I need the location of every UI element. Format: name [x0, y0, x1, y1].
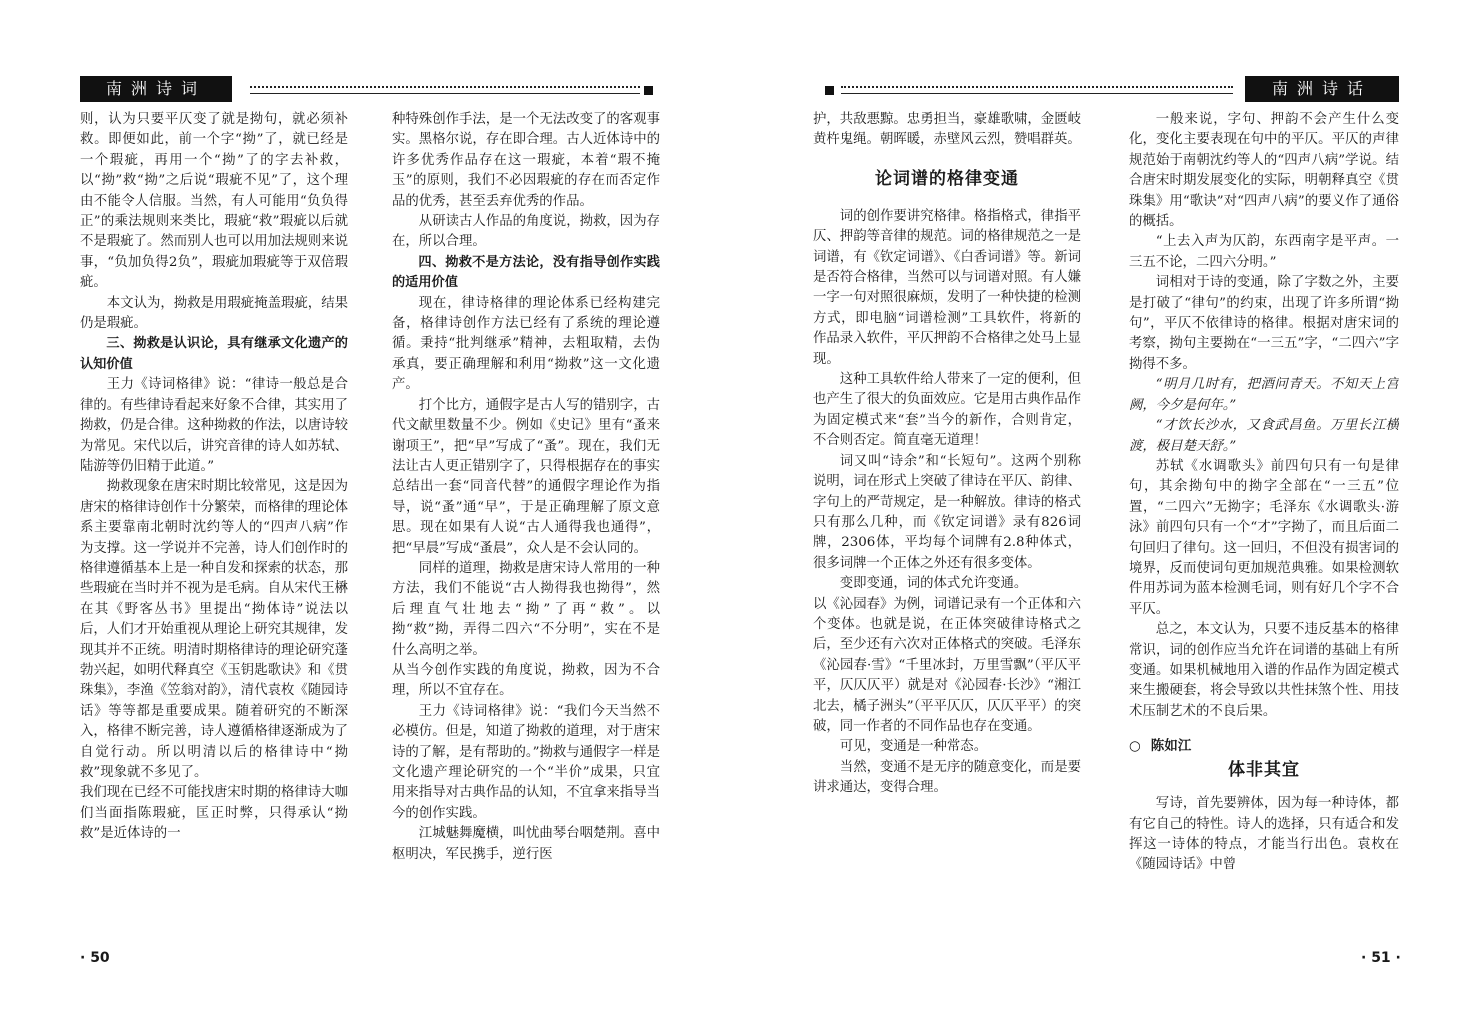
header-solid-rule	[250, 93, 640, 94]
author-line	[1129, 736, 1399, 756]
paragraph: 以《沁园春》为例，词谱记录有一个正体和六个变体。也就是说，在正体突破律诗格式之后，至少还有六次对正体格式的突破。毛泽东《沁园春·雪》“千里冰封，万里雪飘”（平仄平平，仄仄仄平）就是对《沁园春·长沙》“湘江北去，橘子洲头”（平平仄仄，仄仄平平）的突破，同一作者的不同作品也存在变通。	[813, 596, 1081, 734]
paragraph: 可见，变通是一种常态。	[839, 739, 988, 755]
article-title: 体非其宜	[1228, 760, 1300, 781]
section-heading: 四、拗救不是方法论，没有指导创作实践的适用价值	[392, 254, 660, 291]
quoted-verse: “才饮长沙水，又食武昌鱼。万里长江横渡，极目楚天舒。”	[1129, 418, 1399, 454]
paragraph: 现在，律诗格律的理论体系已经构建完备，格律诗创作方法已经有了系统的理论遵循。秉持“批判继承”精神，去粗取精，去伪承真，要正确理解和利用“拗救”这一文化遗产。	[392, 295, 660, 393]
paragraph: 我们现在已经不可能找唐宋时期的格律诗大咖们当面指陈瑕疵，匡正时弊，只得承认“拗救”是近体诗的一	[80, 785, 348, 842]
paragraph: 打个比方，通假字是古人写的错别字，古代文献里数量不少。例如《史记》里有“蚤来谢项王”，把“早”写成了“蚤”。现在，我们无法让古人更正错别字了，只得根据存在的事实总结出一套“同音代替”的通假字理论作为指导，说“蚤”通“早”，于是正确理解了原文意思。现在如果有人说“古人通得我也通得”，把“早晨”写成“蚤晨”，众人是不会认同的。	[392, 397, 660, 556]
paragraph: 从当今创作实践的角度说，拗救，因为不合理，所以不宜存在。	[392, 662, 660, 699]
paragraph: 词相对于诗的变通，除了字数之外，主要是打破了“律句”的约束，出现了许多所谓“拗句”，平仄不依律诗的格律。根据对唐宋词的考察，拗句主要拗在“一三五”字，“二四六”字拗得不多。	[1129, 275, 1399, 372]
section-header-nanzhou-shici: 南洲诗词	[80, 76, 232, 102]
author-name: 陈如江	[1150, 738, 1192, 755]
paragraph: 写诗，首先要辨体，因为每一种诗体，都有它自己的特性。诗人的选择，只有适合和发挥这一诗体的特点，才能当行出色。袁枚在《随园诗话》中曾	[1129, 796, 1399, 873]
paragraph: 同样的道理，拗救是唐宋诗人常用的一种方法，我们不能说“古人拗得我也拗得”，然后理直气壮地去“拗”了再“救”。以拗“救”拗，弄得二四六“不分明”，实在不是什么高明之举。	[392, 560, 660, 658]
text-column-1	[80, 110, 348, 940]
paragraph: 拗救现象在唐宋时期比较常见，这是因为唐宋的格律诗创作十分繁荣，而格律的理论体系主要靠南北朝时沈约等人的“四声八病”作为支撑。这一学说并不完善，诗人们创作时的格律遵循基本上是一种自发和探索的状态，那些瑕疵在当时并不视为是毛病。自从宋代王楙在其《野客丛书》里提出“拗体诗”说法以后，人们才开始重视从理论上研究其规律，发现其并不正统。明清时期格律诗的理论研究蓬勃兴起，如明代释真空《玉钥匙歌诀》和《贯珠集》，李渔《笠翁对韵》，清代袁枚《随园诗话》等等都是重要成果。随着研究的不断深入，格律不断完善，诗人遵循格律逐渐成为了自觉行动。所以明清以后的格律诗中“拗救”现象就不多见了。	[80, 479, 348, 780]
text-column-2	[392, 110, 660, 940]
section-heading: 三、拗救是认识论，具有继承文化遗产的认知价值	[80, 336, 348, 372]
paragraph: 变即变通，词的体式允许变通。	[839, 576, 1028, 592]
header-square-marker	[825, 86, 834, 95]
paragraph: 词的创作要讲究格律。格指格式，律指平仄、押韵等音律的规范。词的格律规范之一是词谱，有《钦定词谱》、《白香词谱》等。新词是否符合格律，当然可以与词谱对照。有人嫌一字一句对照很麻烦，发明了一种快捷的检测方式，即电脑“词谱检测”工具软件，将新的作品录入软件，平仄押韵不合格律之处马上显现。	[813, 208, 1081, 367]
paragraph: 从研读古人作品的角度说，拗救，因为存在，所以合理。	[392, 214, 660, 250]
paragraph: 一般来说，字句、押韵不会产生什么变化，变化主要表现在句中的平仄。平仄的声律规范始于南朝沈约等人的“四声八病”学说。结合唐宋时期发展变化的实际，明朝释真空《贯珠集》用“歌诀”对“四声八病”的要义作了通俗的概括。	[1129, 112, 1399, 230]
paragraph: 当然，变通不是无序的随意变化，而是要讲求通达，变得合理。	[813, 759, 1081, 796]
paragraph: 王力《诗词格律》说：“律诗一般总是合律的。有些律诗看起来好象不合律，其实用了拗救，仍是合律。这种拗救的作法，以唐诗较为常见。宋代以后，讲究音律的诗人如苏轼、陆游等仍旧精于此道。”	[80, 377, 348, 474]
header-solid-rule	[841, 93, 1233, 94]
paragraph: 王力《诗词格律》说：“我们今天当然不必模仿。但是，知道了拗救的道理，对于唐宋诗的了解，是有帮助的。”拗救与通假字一样是文化遗产理论研究的一个“半价”成果，只宜用来指导对古典作品的认知，不宜拿来指导当今的创作实践。	[392, 703, 660, 821]
text-column-4	[1129, 110, 1399, 940]
paragraph: 江城魅舞魔横，叫忧曲琴台咽楚荆。喜中枢明决，军民携手，逆行医	[392, 826, 660, 862]
paragraph: 苏轼《水调歌头》前四句只有一句是律句，其余拗句中的拗字全部在“一三五”位置，“二四六”无拗字；毛泽东《水调歌头·游泳》前四句只有一个“才”字拗了，而且后面二句回归了律句。这一回归，不但没有损害词的境界，反而使词句更加规范典雅。如果检测软件用苏词为蓝本检测毛词，则有好几个字不合平仄。	[1129, 458, 1399, 617]
section-header-nanzhou-shihua: 南洲诗话	[1245, 76, 1399, 102]
right-page	[737, 0, 1474, 1020]
page-number-left: · 50	[80, 950, 110, 966]
paragraph: 则，认为只要平仄变了就是拗句，就必须补救。即便如此，前一个字“拗”了，就已经是一个瑕疵，再用一个“拗”了的字去补救，以“拗”救“拗”之后说“瑕疵不见”了，这个理由不能令人信服。当然，有人可能用“负负得正”的乘法规则来类比，瑕疵“救”瑕疵以后就不是瑕疵了。然而别人也可以用加法规则来说事，“负加负得2负”，瑕疵加瑕疵等于双倍瑕疵。	[80, 112, 348, 291]
page-number-right: · 51 ·	[1361, 950, 1401, 966]
paragraph: “上去入声为仄韵，东西南字是平声。一三五不论，二四六分明。”	[1129, 234, 1399, 270]
paragraph: 种特殊创作手法，是一个无法改变了的客观事实。黑格尔说，存在即合理。古人近体诗中的许多优秀作品存在这一瑕疵，本着“瑕不掩玉”的原则，我们不必因瑕疵的存在而否定作品的优秀，甚至丢弃优秀的作品。	[392, 112, 660, 209]
text-column-3	[813, 110, 1081, 940]
article-title: 论词谱的格律变通	[875, 168, 1019, 189]
paragraph: 本文认为，拗救是用瑕疵掩盖瑕疵，结果仍是瑕疵。	[80, 295, 348, 332]
circle-bullet-icon: ○	[1129, 738, 1141, 755]
quoted-verse: “明月几时有，把酒问青天。不知天上宫阙，今夕是何年。”	[1129, 377, 1399, 413]
header-dotted-rule	[841, 86, 1233, 88]
paragraph: 总之，本文认为，只要不违反基本的格律常识，词的创作应当允许在词谱的基础上有所变通。如果机械地用入谱的作品作为固定模式来生搬硬套，将会导致以共性抹煞个性、用技术压制艺术的不良后果。	[1129, 622, 1399, 719]
paragraph: 护，共敌悪黥。忠勇担当，豪雄歌啸，金匮岐黄杵鬼绳。朝晖暖，赤壁风云烈，赞唱群英。	[813, 112, 1081, 148]
paragraph: 这种工具软件给人带来了一定的便利，但也产生了很大的负面效应。它是用古典作品作为固定模式来“套”当今的新作，合则肯定，不合则否定。简直毫无道理！	[813, 372, 1081, 449]
header-square-marker	[644, 86, 653, 95]
paragraph: 词又叫“诗余”和“长短句”。这两个别称说明，词在形式上突破了律诗在平仄、韵律、字句上的严苛规定，是一种解放。律诗的格式只有那么几种，而《钦定词谱》录有826词牌，2306体，平均每个词牌有2.8种体式，很多词牌一个正体之外还有很多变体。	[813, 453, 1081, 571]
header-dotted-rule	[250, 86, 640, 88]
